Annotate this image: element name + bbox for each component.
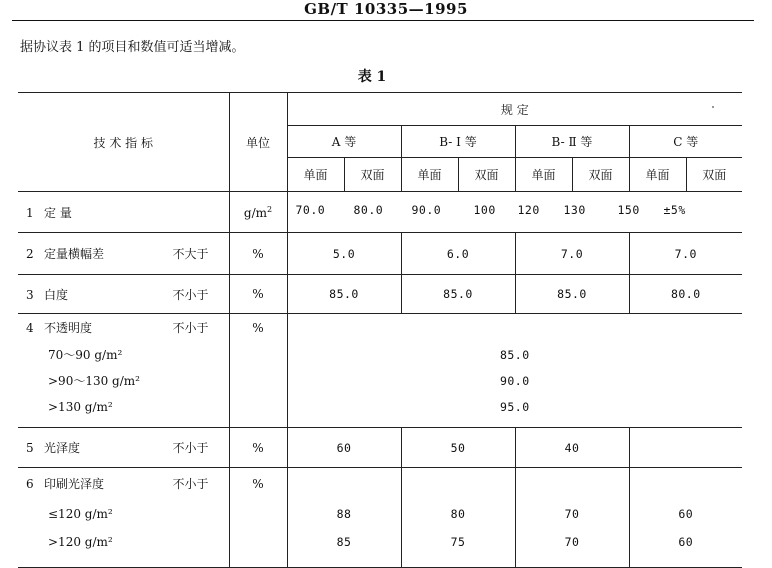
row-unit — [229, 192, 287, 233]
value-cell-b2: 85.0 — [515, 275, 629, 314]
column-header-spec-text: 规 定 — [500, 102, 529, 117]
value-cell-b1: 6.0 — [401, 233, 515, 275]
grade-header-b2: B- Ⅱ 等 — [515, 126, 629, 158]
value-cell-b1 — [401, 468, 515, 568]
column-header-indicator-text: 技 术 指 标 — [93, 135, 153, 150]
value-cell: 120 — [517, 203, 540, 217]
row-number: 6 — [26, 477, 34, 491]
grade-header-a: A 等 — [287, 126, 401, 158]
value-cell: 90.0 — [411, 203, 442, 217]
intro-text: 据协议表 1 的项目和数值可适当增减。 — [20, 40, 245, 55]
side-header-single: 单面 — [287, 158, 344, 192]
value-cell-c: 7.0 — [629, 233, 742, 275]
table-row-weight-variation — [18, 233, 742, 275]
row-name: 定 量 — [44, 205, 72, 220]
row-requirement: 不小于 — [172, 441, 209, 455]
row-unit: % — [229, 468, 287, 568]
row-name: 定量横幅差 — [44, 247, 105, 261]
row-label-print-gloss — [18, 468, 229, 568]
side-header-single: 单面 — [515, 158, 572, 192]
value-cell-b1: 85.0 — [401, 275, 515, 314]
row-label-basis-weight — [18, 192, 229, 233]
value-cell: 88 — [336, 507, 352, 521]
row-requirement: 不小于 — [172, 287, 209, 302]
row-requirement: 不小于 — [172, 321, 209, 335]
value-cell: 60 — [678, 535, 694, 549]
side-header-single: 单面 — [629, 158, 686, 192]
row-unit: % — [229, 314, 287, 428]
unit-exponent: 2 — [267, 204, 273, 214]
row-name: 白度 — [44, 287, 69, 302]
column-header-spec — [287, 93, 742, 126]
unit-base: g/m — [243, 205, 267, 220]
specification-table — [18, 92, 742, 568]
value-cell-a: 60 — [287, 428, 401, 468]
row-name: 印刷光泽度 — [44, 477, 105, 491]
column-header-indicator — [18, 93, 229, 192]
row-number: 3 — [26, 287, 34, 302]
value-cell: 85.0 — [499, 348, 530, 362]
value-cell-a: 5.0 — [287, 233, 401, 275]
row-number: 1 — [26, 205, 34, 220]
row-number: 2 — [26, 247, 34, 261]
table-row-print-gloss — [18, 468, 742, 568]
value-cell: 70.0 — [295, 203, 326, 217]
value-cell-b2: 7.0 — [515, 233, 629, 275]
grade-header-c: C 等 — [629, 126, 742, 158]
opacity-range-label: 70～90 g/m² — [48, 348, 123, 362]
value-cell: 130 — [563, 203, 586, 217]
row-number: 4 — [26, 321, 34, 335]
value-cell-b2 — [515, 468, 629, 568]
value-cell-c — [629, 428, 742, 468]
row-number: 5 — [26, 441, 34, 455]
value-cell: 150 — [617, 203, 640, 217]
print-gloss-range-label: >120 g/m² — [48, 535, 113, 549]
opacity-range-label: >90～130 g/m² — [48, 374, 140, 388]
column-header-unit-text: 单位 — [245, 135, 270, 150]
row-label-opacity — [18, 314, 229, 428]
value-cell-b2: 40 — [515, 428, 629, 468]
row-label-brightness — [18, 275, 229, 314]
header-rule — [12, 20, 754, 21]
value-cell: 95.0 — [499, 400, 530, 414]
row-unit: % — [229, 428, 287, 468]
value-cell-a: 85.0 — [287, 275, 401, 314]
column-header-unit — [229, 93, 287, 192]
basis-weight-values — [287, 192, 742, 233]
opacity-range-label: >130 g/m² — [48, 400, 113, 414]
grade-header-b1: B- I 等 — [401, 126, 515, 158]
print-gloss-range-label: ≤120 g/m² — [48, 507, 113, 521]
value-cell-a — [287, 468, 401, 568]
table-row-opacity — [18, 314, 742, 428]
row-unit: % — [229, 275, 287, 314]
value-cell: 70 — [564, 507, 580, 521]
table-row-basis-weight — [18, 192, 742, 233]
value-cell: 80 — [450, 507, 466, 521]
value-cell: ±5% — [663, 203, 686, 217]
value-cell: 80.0 — [353, 203, 384, 217]
side-header-double: 双面 — [458, 158, 515, 192]
side-header-double: 双面 — [686, 158, 742, 192]
table-row-brightness — [18, 275, 742, 314]
value-cell: 85 — [336, 535, 352, 549]
row-label-weight-variation — [18, 233, 229, 275]
value-cell-b1: 50 — [401, 428, 515, 468]
value-cell-c: 80.0 — [629, 275, 742, 314]
table-caption — [0, 68, 772, 86]
row-unit: % — [229, 233, 287, 275]
table-row-gloss — [18, 428, 742, 468]
value-cell: 90.0 — [499, 374, 530, 388]
page-header-standard-number: GB/T 10335—1995 — [304, 0, 468, 18]
value-cell: 70 — [564, 535, 580, 549]
value-cell: 100 — [473, 203, 496, 217]
side-header-single: 单面 — [401, 158, 458, 192]
opacity-values — [287, 314, 742, 428]
row-name: 不透明度 — [44, 321, 93, 335]
value-cell: 75 — [450, 535, 466, 549]
row-label-gloss — [18, 428, 229, 468]
side-header-double: 双面 — [572, 158, 629, 192]
table-caption-text: 表 1 — [357, 69, 387, 85]
row-requirement: 不小于 — [172, 477, 209, 491]
value-cell-c — [629, 468, 742, 568]
side-header-double: 双面 — [344, 158, 401, 192]
value-cell: 60 — [678, 507, 694, 521]
row-name: 光泽度 — [44, 441, 81, 455]
row-requirement: 不大于 — [172, 247, 209, 261]
